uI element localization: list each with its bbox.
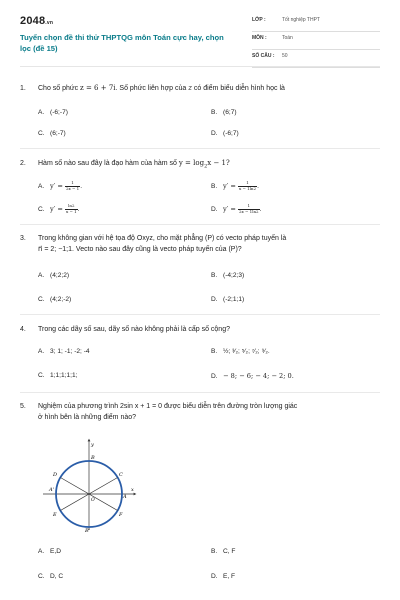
option-b[interactable]: B. C, F	[211, 548, 236, 555]
option-c[interactable]: C. D, C	[38, 573, 64, 580]
label-f: F	[119, 512, 123, 518]
meta-row-count: SỐ CÂU : 50	[252, 52, 380, 68]
option-b[interactable]: B. y′ = $\frac{1}{x - 1\ln 2}$ .	[211, 180, 259, 191]
label-origin: O	[91, 498, 95, 503]
option-b[interactable]: B. (-4;2;3)	[211, 272, 245, 279]
option-a[interactable]: A. (4;2;2)	[38, 272, 70, 279]
meta-row-subject: MÔN : Toán	[252, 34, 380, 50]
document-title: Tuyển chọn đề thi thử THPTQG môn Toán cực hay, chọn lọc (đề 15)	[20, 33, 224, 53]
question-4: 4. Trong các dãy số sau, dãy số nào không phải là cấp số cộng?	[20, 324, 380, 335]
option-c[interactable]: C. y′ = $\frac{\ln 2}{x - 1}$ .	[38, 203, 80, 214]
site-logo: 2048.vn	[20, 15, 54, 27]
unit-circle-figure	[37, 436, 137, 532]
label-x: x	[131, 487, 134, 493]
label-b: B	[91, 455, 95, 461]
option-b[interactable]: B. ½; ³⁄₂; ⁵⁄₂; ⁷⁄₂; ⁹⁄₂.	[211, 348, 270, 355]
label-b-prime: B'	[85, 528, 91, 532]
option-d[interactable]: D. E, F	[211, 573, 236, 580]
option-d[interactable]: D. (-2;1;1)	[211, 296, 245, 303]
question-divider	[20, 392, 380, 393]
option-c[interactable]: C. (4;2;-2)	[38, 296, 72, 303]
option-b[interactable]: B. (6;7)	[211, 109, 237, 116]
question-5: 5. Nghiệm của phương trình 2sin x + 1 = 0 được biểu diễn trên đường tròn lượng giác ở hình bên là những điểm nào?	[20, 401, 380, 423]
option-a[interactable]: A. y′ = $\frac{1}{2x - 1}$ .	[38, 180, 83, 191]
header-divider	[20, 66, 380, 67]
question-text: Nghiệm của phương trình 2sin x + 1 = 0 được biểu diễn trên đường tròn lượng giác ở hình bên là những điểm nào?	[38, 403, 298, 421]
question-text: Hàm số nào sau đây là đạo hàm của hàm số $y = \log_2x - 1$?	[38, 159, 230, 170]
question-divider	[20, 148, 380, 149]
question-text: Trong không gian với hệ tọa độ Oxyz, cho mặt phẳng (P) có vecto pháp tuyến là n⃗ = 2; −1;1. Vecto nào sau đây cũng là vecto pháp tuyến của (P)?	[38, 235, 287, 253]
meta-box	[252, 16, 380, 70]
question-divider	[20, 314, 380, 315]
option-c[interactable]: C. 1;1;1;1;1;	[38, 372, 78, 379]
option-a[interactable]: A. 3; 1; -1; -2; -4	[38, 348, 90, 355]
question-1: 1. Cho số phức z = 6 + 7i. Số phức liên hợp của z có điểm biểu diễn hình học là	[20, 83, 380, 94]
label-a: A	[123, 494, 127, 500]
label-d: D	[53, 472, 58, 478]
option-a[interactable]: A. E,D	[38, 548, 61, 555]
question-text: Trong các dãy số sau, dãy số nào không phải là cấp số cộng?	[38, 326, 230, 333]
question-divider	[20, 224, 380, 225]
meta-row-class: LỚP : Tốt nghiệp THPT	[252, 16, 380, 32]
question-text: Cho số phức z = 6 + 7i. Số phức liên hợp của z có điểm biểu diễn hình học là	[38, 84, 285, 92]
label-e: E	[53, 512, 57, 518]
question-2: 2. Hàm số nào sau đây là đạo hàm của hàm số $y = \log_2x - 1$?	[20, 158, 380, 172]
option-d[interactable]: D. y′ = $\frac{1}{2x - 1\ln 2}$ .	[211, 203, 262, 214]
label-a-prime: A'	[49, 487, 54, 493]
option-c[interactable]: C. (6;-7)	[38, 130, 66, 137]
label-y: y	[91, 442, 94, 448]
option-d[interactable]: D. (-6;7)	[211, 130, 239, 137]
question-3: 3. Trong không gian với hệ tọa độ Oxyz, cho mặt phẳng (P) có vecto pháp tuyến là n⃗ = 2; −1;1. Vecto nào sau đây cũng là vecto pháp tuyến của (P)?	[20, 233, 380, 255]
option-d[interactable]: D. − 8; − 6; − 4; − 2; 0.	[211, 372, 294, 380]
label-c: C	[119, 472, 123, 478]
option-a[interactable]: A. (-6;-7)	[38, 109, 68, 116]
